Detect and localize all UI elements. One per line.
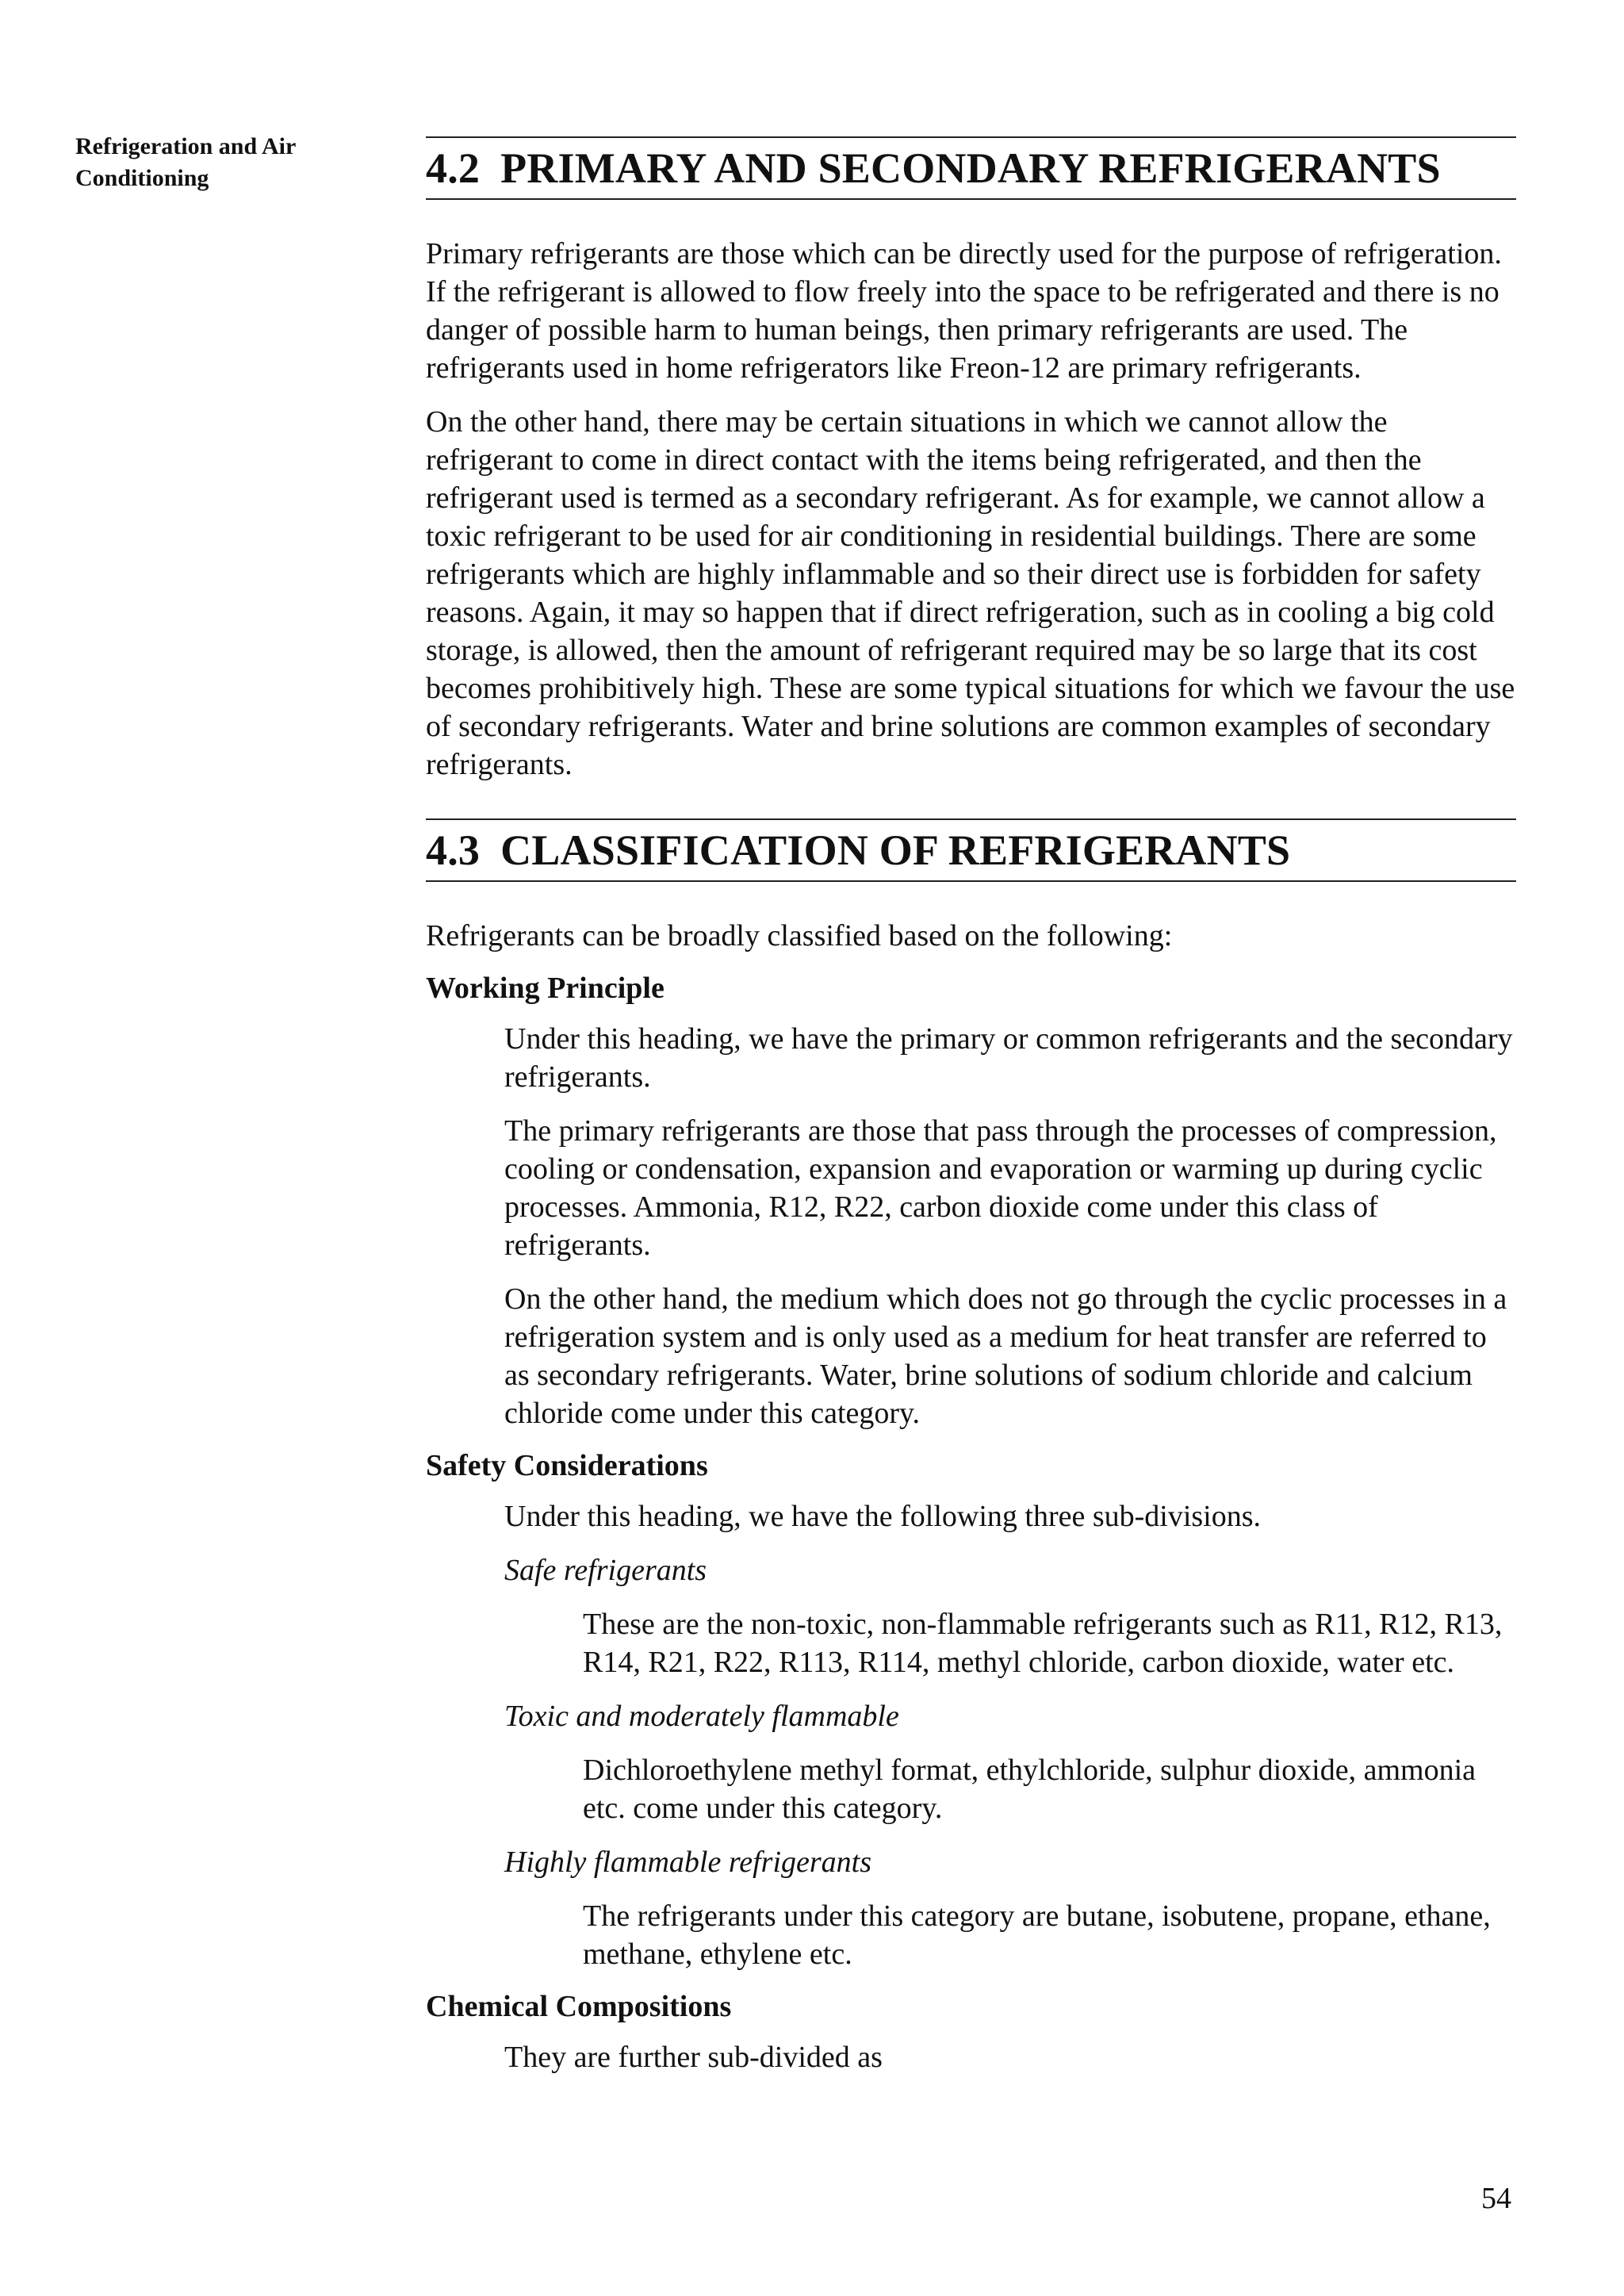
safety-item-text: These are the non-toxic, non-flammable refrigerants such as R11, R12, R13, R14, R21, R22, R113, R114, methyl chloride, carbon dioxide, water etc. [583,1608,1503,1679]
section-number: 4.2 [426,144,481,192]
safety-item-text: Dichloroethylene methyl format, ethylchloride, sulphur dioxide, ammonia etc. come under this category. [583,1754,1476,1825]
safety-item-title: Toxic and moderately flammable [504,1700,899,1733]
paragraph: On the other hand, there may be certain situations in which we cannot allow the refrigerant to come in direct contact with the items being refrigerated, and then the refrigerant used is termed as a secondary refrigerant. As for example, we cannot allow a toxic refrigerant to be used for air conditioning in residential buildings. There are some refrigerants which are highly inflammable and so their direct use is forbidden for safety reasons. Again, it may so happen that if direct refrigeration, such as in cooling a big cold storage, is allowed, then the amount of refrigerant required may be so large that its cost becomes prohibitively high. These are some typical situations for which we favour the use of secondary refrigerants. Water and brine solutions are common examples of secondary refrigerants. [426,405,1515,781]
page-number: 54 [1481,2182,1511,2215]
subheading-safety: Safety Considerations [426,1449,708,1482]
paragraph: On the other hand, the medium which does not go through the cyclic processes in a refrigeration system and is only used as a medium for heat transfer are referred to as secondary refrigerants. Water, brine solutions of sodium chloride and calcium chloride come under this category. [504,1282,1507,1430]
subheading-chemical: Chemical Compositions [426,1990,732,2023]
paragraph: Refrigerants can be broadly classified based on the following: [426,919,1173,953]
paragraph: They are further sub-divided as [504,2041,883,2074]
paragraph: The primary refrigerants are those that pass through the processes of compression, cooling or condensation, expansion and evaporation or warming up during cyclic processes. Ammonia, R12, R22, carbon dioxide come under this class of refrigerants. [504,1114,1497,1262]
section-title: PRIMARY AND SECONDARY REFRIGERANTS [500,144,1441,192]
page-content [426,136,1516,2076]
paragraph: Primary refrigerants are those which can be directly used for the purpose of refrigeration. If the refrigerant is allowed to flow freely into the space to be refrigerated and there is no danger of possible harm to human beings, then primary refrigerants are used. The refrigerants used in home refrigerators like Freon-12 are primary refrigerants. [426,237,1502,385]
safety-item-title: Highly flammable refrigerants [504,1846,871,1879]
section-title: CLASSIFICATION OF REFRIGERANTS [500,826,1291,874]
subheading-working-principle: Working Principle [426,972,665,1005]
paragraph: Under this heading, we have the following three sub-divisions. [504,1500,1262,1533]
safety-item-title: Safe refrigerants [504,1554,707,1587]
safety-item-text: The refrigerants under this category are butane, isobutene, propane, ethane, methane, ethylene etc. [583,1899,1491,1971]
section-4-2-heading [426,136,1516,200]
section-number: 4.3 [426,826,481,874]
paragraph: Under this heading, we have the primary or common refrigerants and the secondary refrigerants. [504,1022,1513,1094]
section-4-3-heading [426,818,1516,882]
running-header: Refrigeration and Air Conditioning [75,133,296,191]
